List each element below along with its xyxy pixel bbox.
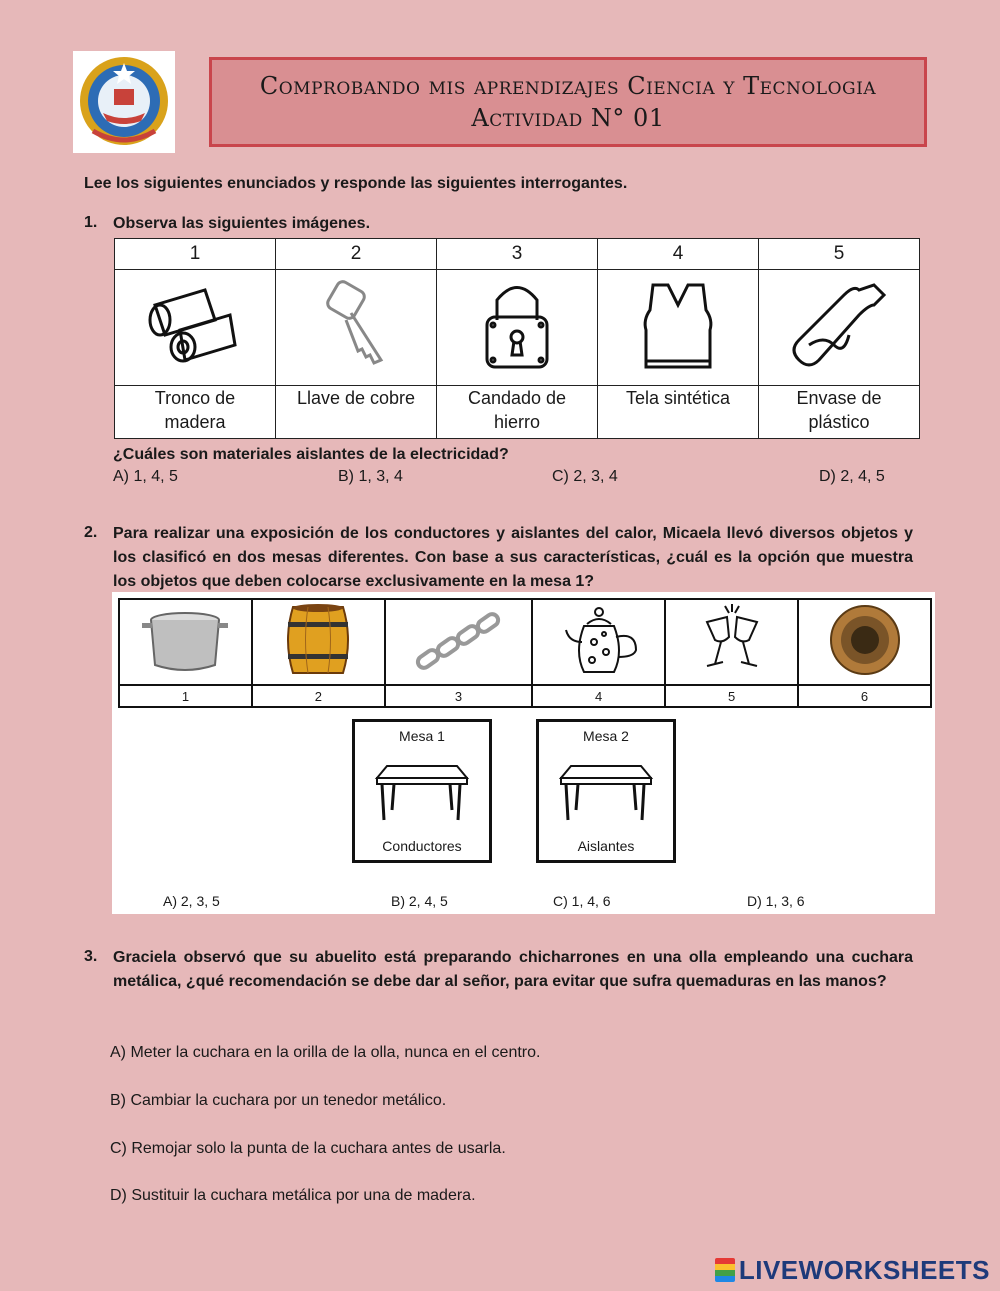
q3-option-d[interactable]: D) Sustituir la cuchara metálica por una de madera. (110, 1187, 476, 1204)
q1-option-c[interactable]: C) 2, 3, 4 (552, 468, 618, 485)
q1-option-a[interactable]: A) 1, 4, 5 (113, 468, 178, 485)
glasses-icon (665, 599, 798, 685)
q1-item-label: hierro (493, 412, 541, 432)
q1-item-label: madera (164, 412, 226, 432)
q2-objects-table (118, 598, 932, 708)
q2-col-header: 2 (252, 685, 385, 707)
mesa-1-title: Mesa 1 (399, 728, 445, 744)
q2-col-header: 3 (385, 685, 532, 707)
mesa-2-title: Mesa 2 (583, 728, 629, 744)
q1-prompt: Observa las siguientes imágenes. (113, 215, 371, 232)
q2-col-header: 5 (665, 685, 798, 707)
mesa-2-label: Aislantes (577, 838, 635, 854)
q2-col-header: 1 (119, 685, 252, 707)
brand-text: LIVEWORKSHEETS (738, 1255, 990, 1285)
title-box (209, 57, 927, 147)
q1-item-label: Tronco de (154, 388, 236, 408)
title-line-1: Comprobando mis aprendizajes Ciencia y Tecnologia (259, 72, 877, 100)
mesa-2-card (536, 719, 676, 863)
q1-col-header: 3 (437, 239, 598, 270)
q1-item-label: Candado de (467, 388, 567, 408)
brand-icon (715, 1258, 735, 1282)
q1-col-header: 1 (115, 239, 276, 270)
q2-col-header: 6 (798, 685, 931, 707)
barrel-icon (252, 599, 385, 685)
coin-icon (798, 599, 931, 685)
pot-icon (119, 599, 252, 685)
q3-text: Graciela observó que su abuelito está preparando chicharrones en una olla empleando una cuchara metálica, ¿qué recomendación se debe dar al señor, para evitar que sufra quemaduras en las manos? (113, 949, 913, 990)
chain-icon (385, 599, 532, 685)
q1-col-header: 2 (276, 239, 437, 270)
q2-number: 2. (84, 524, 98, 541)
table-icon (556, 748, 656, 826)
vest-icon (598, 270, 759, 386)
q1-col-header: 4 (598, 239, 759, 270)
q1-option-b[interactable]: B) 1, 3, 4 (338, 468, 403, 485)
q2-option-b[interactable]: B) 2, 4, 5 (391, 893, 448, 909)
q3-number: 3. (84, 948, 98, 965)
q1-question: ¿Cuáles son materiales aislantes de la electricidad? (113, 446, 509, 463)
intro-text: Lee los siguientes enunciados y responde las siguientes interrogantes. (84, 175, 628, 192)
q1-option-d[interactable]: D) 2, 4, 5 (819, 468, 885, 485)
q2-option-c[interactable]: C) 1, 4, 6 (553, 893, 611, 909)
q1-item-label: Envase de (796, 388, 882, 408)
bottle-icon (759, 270, 920, 386)
teapot-icon (532, 599, 665, 685)
q1-item-label: Tela sintética (625, 388, 731, 408)
q1-materials-table (114, 238, 920, 439)
q3-option-a[interactable]: A) Meter la cuchara en la orilla de la olla, nunca en el centro. (110, 1044, 541, 1061)
q1-col-header: 5 (759, 239, 920, 270)
title-line-2: Actividad N° 01 (471, 104, 665, 132)
mesa-1-label: Conductores (382, 838, 462, 854)
q1-item-label: Llave de cobre (296, 388, 416, 408)
liveworksheets-logo (715, 1255, 990, 1286)
key-icon (276, 270, 437, 386)
q1-number: 1. (84, 214, 98, 231)
q2-option-d[interactable]: D) 1, 3, 6 (747, 893, 805, 909)
school-logo (73, 51, 175, 153)
q3-option-c[interactable]: C) Remojar solo la punta de la cuchara antes de usarla. (110, 1140, 506, 1157)
mesa-1-card (352, 719, 492, 863)
table-icon (372, 748, 472, 826)
q2-text: Para realizar una exposición de los conductores y aislantes del calor, Micaela llevó diversos objetos y los clasificó en dos mesas diferentes. Con base a sus características, ¿cuál es la opción que muestra los objetos que deben colocarse exclusivamente en la mesa 1? (113, 525, 913, 590)
q3-option-b[interactable]: B) Cambiar la cuchara por un tenedor metálico. (110, 1092, 447, 1109)
log-icon (115, 270, 276, 386)
q2-option-a[interactable]: A) 2, 3, 5 (163, 893, 220, 909)
q1-item-label: plástico (808, 412, 870, 432)
q2-col-header: 4 (532, 685, 665, 707)
padlock-icon (437, 270, 598, 386)
